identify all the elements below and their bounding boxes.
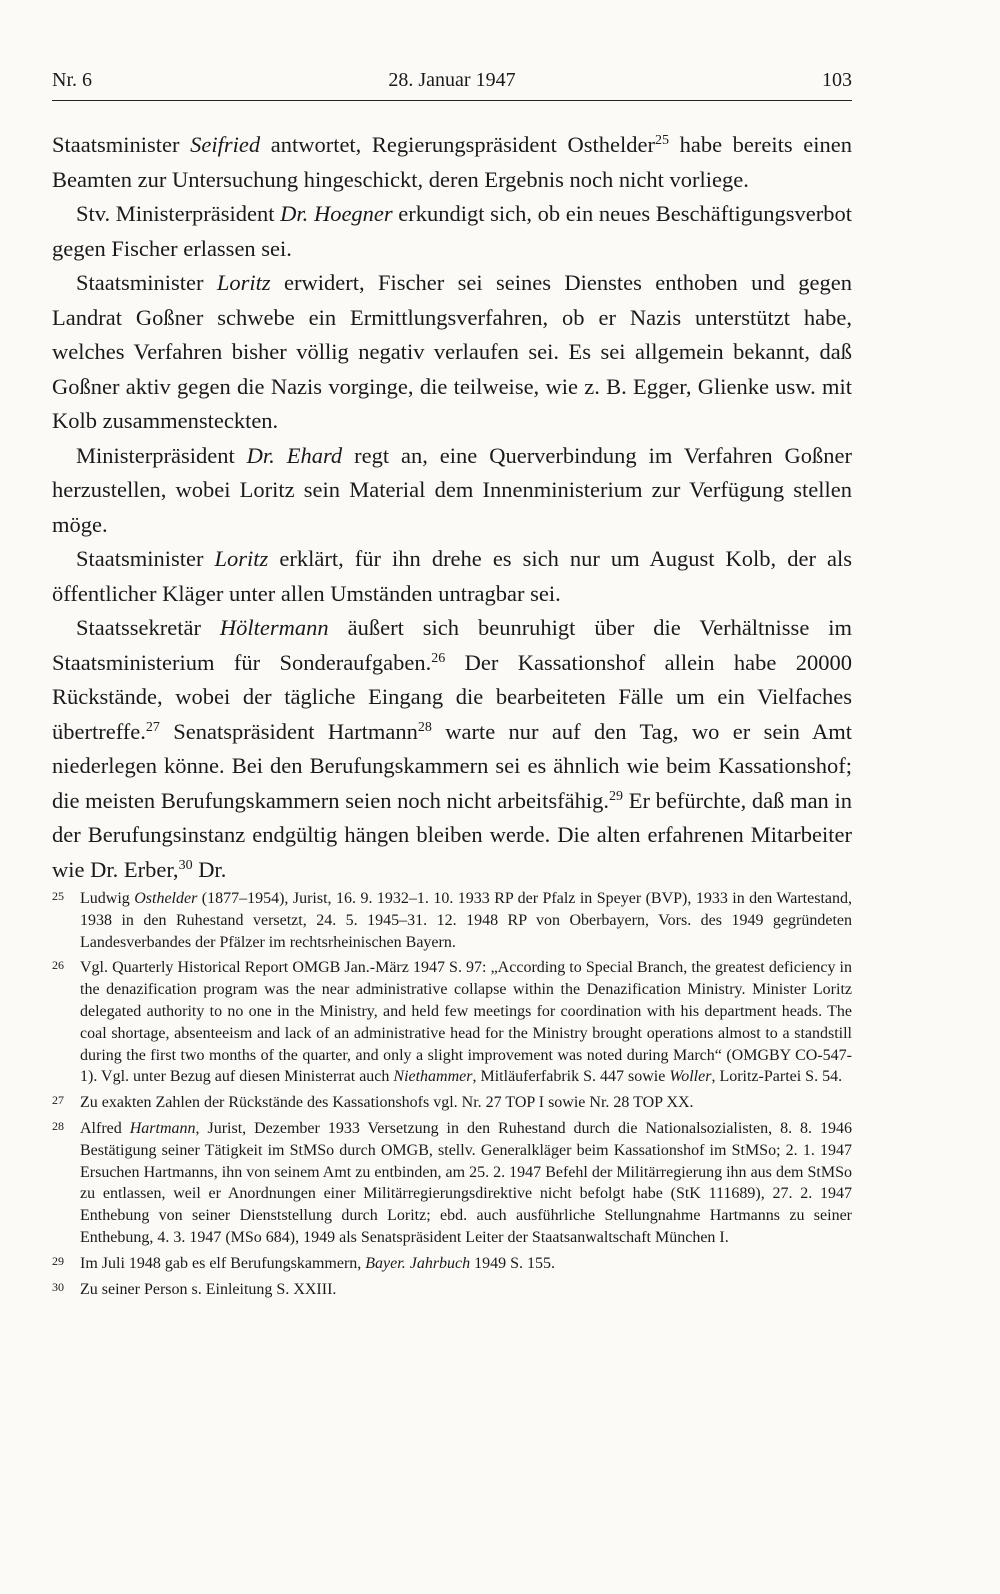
footnote-number: 28 bbox=[52, 1118, 64, 1133]
footnote-ref: 27 bbox=[145, 719, 160, 735]
text-run: Im Juli 1948 gab es elf Berufungskammern, bbox=[80, 1254, 366, 1272]
text-run: (1877–1954), Jurist, 16. 9. 1932–1. 10. 1933 RP der Pfalz in Speyer (BVP), 1933 in den Wartestand, 1938 in den Ruhestand versetzt, 24. 5. 1945–31. 12. 1948 RP von Oberbayern, Vors. des 1949 gegründeten Landesverbandes der Pfälzer im rechtsrheinischen Bayern. bbox=[80, 890, 852, 951]
text-run: Stv. Ministerpräsident bbox=[76, 201, 281, 226]
italic-name: Höltermann bbox=[219, 615, 329, 640]
text-run: Alfred bbox=[80, 1119, 130, 1137]
italic-name: Loritz bbox=[214, 546, 269, 571]
footnote-ref: 25 bbox=[654, 133, 669, 148]
text-run: Ludwig bbox=[80, 890, 135, 907]
text-run: 1949 S. 155. bbox=[470, 1254, 556, 1272]
paragraph bbox=[52, 611, 852, 887]
italic-name: Bayer. Jahrbuch bbox=[365, 1254, 471, 1272]
paragraph bbox=[52, 197, 852, 266]
footnote bbox=[52, 957, 852, 1088]
text-run: Senatspräsident Hartmann bbox=[159, 718, 418, 744]
italic-name: Hartmann bbox=[129, 1119, 196, 1137]
italic-name: Dr. Hoegner bbox=[280, 201, 393, 226]
footnote-number: 27 bbox=[52, 1093, 64, 1108]
footnote bbox=[52, 1092, 852, 1114]
text-run: Er befürchte, daß man in der Berufungsinstanz endgültig hängen bleiben werde. Die alten erfahrenen Mitarbeiter wie Dr. Erber, bbox=[52, 787, 852, 882]
footnote-number: 25 bbox=[52, 889, 64, 903]
italic-name: Dr. Ehard bbox=[246, 442, 343, 468]
text-run: regt an, eine Querverbindung im Verfahren Goßner herzustellen, wobei Loritz sein Material dem Innenministerium zur Verfügung stellen möge. bbox=[52, 442, 852, 537]
text-run: Staatsminister bbox=[76, 546, 215, 571]
text-run: Staatsminister bbox=[76, 270, 217, 295]
footnote bbox=[52, 1253, 852, 1275]
text-run: , Jurist, Dezember 1933 Versetzung in den Ruhestand durch die Nationalsozialisten, 8. 8. 1946 Bestätigung seiner Tätigkeit im StMSo durch OMGB, stellv. Generalkläger beim Kassationshof im StMSo; 2. 1. 1947 Ersuchen Hartmanns, ihn von seinem Amt zu entbinden, am 25. 2. 1947 Befehl der Militärregierung ihn aus dem StMSo zu entlassen, weil er Anordnungen einer Militärregierungsdirektive nicht befolgt habe (StK 111689), 27. 2. 1947 Enthebung von seiner Dienststellung durch Loritz; ebd. auch ausführliche Stellungnahme Hartmanns zu seiner Enthebung, 4. 3. 1947 (MSo 684), 1949 als Senatspräsident Leiter der Staatsanwaltschaft München I. bbox=[80, 1119, 853, 1246]
text-run: warte nur auf den Tag, wo er sein Amt niederlegen könne. Bei den Berufungskammern sei es ähnlich wie beim Kassationshof; die meisten Berufungskammern seien noch nicht arbeitsfähig. bbox=[52, 718, 852, 813]
footnote-number: 30 bbox=[52, 1279, 64, 1294]
footnote bbox=[52, 888, 852, 953]
main-text bbox=[52, 128, 852, 887]
footnote-number: 29 bbox=[52, 1253, 64, 1268]
paragraph bbox=[52, 128, 852, 197]
footnote bbox=[52, 1279, 852, 1301]
text-run: Staatsminister bbox=[52, 132, 191, 157]
italic-name: Seifried bbox=[190, 132, 261, 157]
footnote-ref: 29 bbox=[609, 788, 624, 804]
text-run: erwidert, Fischer sei seines Dienstes enthoben und gegen Landrat Goßner schwebe ein Ermittlungsverfahren, ob er Nazis unterstützt habe, welches Verfahren bisher völlig negativ verlaufen sei. Es sei allgemein bekannt, daß Goßner aktiv gegen die Nazis vorginge, die teilweise, wie z. B. Egger, Glienke usw. mit Kolb zusammensteckten. bbox=[52, 270, 852, 433]
text-run: , Loritz-Partei S. 54. bbox=[711, 1068, 843, 1086]
italic-name: Loritz bbox=[216, 270, 271, 295]
footnote-ref: 30 bbox=[178, 857, 193, 873]
text-run: antwortet, Regierungspräsident Osthelder bbox=[260, 132, 655, 157]
italic-name: Osthelder bbox=[134, 890, 198, 907]
paragraph bbox=[52, 266, 852, 439]
italic-name: Niethammer bbox=[393, 1068, 473, 1086]
text-run: Zu seiner Person s. Einleitung S. XXIII. bbox=[80, 1280, 337, 1298]
text-run: Staatssekretär bbox=[76, 615, 220, 640]
footnote bbox=[52, 1118, 852, 1249]
paragraph bbox=[52, 439, 852, 543]
italic-name: Woller bbox=[669, 1068, 712, 1086]
footnote-ref: 28 bbox=[417, 719, 432, 735]
text-run: erklärt, für ihn drehe es sich nur um August Kolb, der als öffentlicher Kläger unter allen Umständen untragbar sei. bbox=[52, 546, 852, 606]
text-run: habe bereits einen Beamten zur Untersuchung hingeschickt, deren Ergebnis noch nicht vorliege. bbox=[52, 132, 852, 192]
footnote-ref: 26 bbox=[431, 650, 446, 666]
running-header bbox=[52, 64, 852, 96]
footnotes bbox=[52, 888, 852, 1300]
page-number: 103 bbox=[822, 69, 852, 91]
text-run: Ministerpräsident bbox=[76, 442, 247, 468]
paragraph bbox=[52, 542, 852, 611]
text-run: Der Kassationshof allein habe 20000 Rückstände, wobei der tägliche Eingang die bearbeiteten Fälle um ein Vielfaches übertreffe. bbox=[52, 649, 853, 744]
text-run: äußert sich beunruhigt über die Verhältnisse im Staatsministerium für Sonderaufgaben. bbox=[52, 615, 853, 675]
footnote-number: 26 bbox=[52, 958, 64, 973]
text-run: , Mitläuferfabrik S. 447 sowie bbox=[472, 1068, 670, 1086]
text-run: Zu exakten Zahlen der Rückstände des Kassationshofs vgl. Nr. 27 TOP I sowie Nr. 28 TOP XX. bbox=[80, 1094, 694, 1112]
document-number: Nr. 6 bbox=[52, 69, 92, 91]
text-run: Vgl. Quarterly Historical Report OMGB Jan.-März 1947 S. 97: „According to Special Branch, the greatest deficiency in the denazification program was the near administrative collapse within the Denazification Ministry. Minister Loritz delegated authority to no one in the Ministry, and held few meetings for coordination with his department heads. The coal shortage, absenteeism and lack of an administrative head for the Ministry brought operations almost to a standstill during the first two months of the quarter, and only a slight improvement was noted during March“ (OMGBY CO-547-1). Vgl. unter Bezug auf diesen Ministerrat auch bbox=[80, 959, 852, 1086]
text-run: erkundigt sich, ob ein neues Beschäftigungsverbot gegen Fischer erlassen sei. bbox=[52, 201, 852, 261]
header-date: 28. Januar 1947 bbox=[388, 69, 516, 91]
header-rule bbox=[52, 100, 852, 101]
text-run: Dr. bbox=[192, 856, 227, 882]
